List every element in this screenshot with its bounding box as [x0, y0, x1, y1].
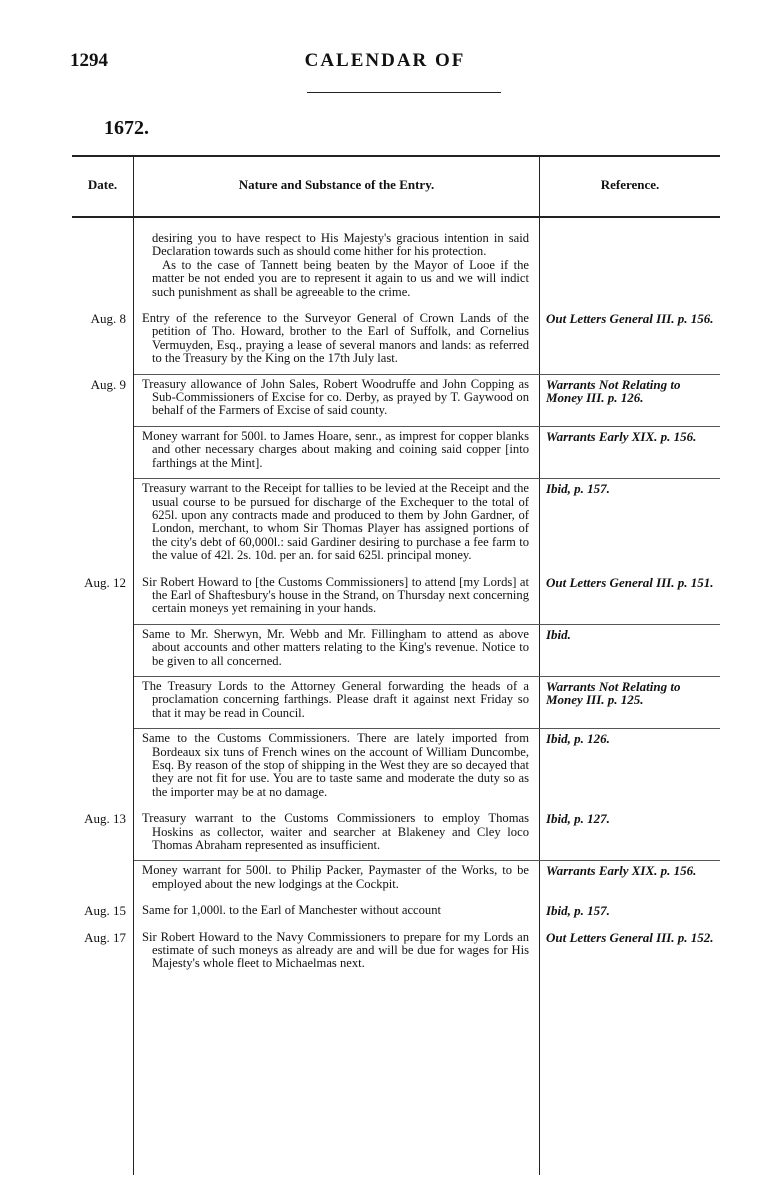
calendar-entry: [72, 309, 720, 370]
calendar-entry: [72, 809, 720, 856]
page-number: 1294: [70, 50, 108, 71]
entry-text: [133, 928, 538, 975]
column-header-reference: Reference.: [600, 177, 660, 192]
entry-paragraph: Money warrant for 500l. to James Hoare, senr., as imprest for copper blanks and other necessary charges about making and coining said copper [into farthings at the Mint].: [142, 428, 529, 470]
entry-date-text: Aug. 13: [84, 811, 126, 827]
entry-date-text: [72, 479, 126, 482]
entry-reference: Ibid, p. 127.: [546, 811, 610, 827]
entry-paragraph: Same to Mr. Sherwyn, Mr. Webb and Mr. Fillingham to attend as above about accounts and other matters relating to the King's revenue. Notice to be given to all concerned.: [142, 626, 529, 668]
entry-date-text: [72, 729, 126, 732]
calendar-entry: [72, 901, 720, 921]
entry-date: [72, 573, 133, 620]
entry-paragraph: Sir Robert Howard to [the Customs Commissioners] to attend [my Lords] at the Earl of Shaftesbury's house in the Strand, on Thursday next concerning certain moneys yet remaining in your hands.: [142, 574, 529, 616]
entry-text: [133, 427, 538, 474]
entry-date-text: Aug. 8: [90, 311, 126, 327]
year-heading: 1672.: [104, 117, 149, 139]
entry-date-text: [72, 861, 126, 864]
calendar-entry: [134, 728, 720, 803]
entry-paragraph: Same for 1,000l. to the Earl of Manchester without account: [142, 903, 442, 918]
entry-reference: Ibid.: [546, 626, 571, 642]
entry-text: [133, 901, 538, 921]
entry-date-text: [72, 677, 126, 680]
entry-paragraph: Treasury allowance of John Sales, Robert Woodruffe and John Copping as Sub-Commissioners of Excise for co. Derby, as prayed by T. Gaywood on behalf of the Farmers of Excise of said county.: [142, 376, 529, 418]
entry-date-text: Aug. 12: [84, 574, 126, 590]
entry-paragraph: Sir Robert Howard to the Navy Commissioners to prepare for my Lords an estimate of such moneys as already are and will be due for wages for His Majesty's whole fleet to Michaelmas next.: [142, 929, 529, 971]
calendar-entry: [90, 374, 720, 422]
entry-date: [72, 625, 133, 672]
entry-reference: Warrants Not Relating to Money III. p. 126.: [546, 376, 681, 406]
entry-paragraph: Entry of the reference to the Surveyor General of Crown Lands of the petition of Tho. Howard, brother to the Earl of Suffolk, and Cornelius Vermuyden, Esq., praying a lease of several manors and lands: as referred to the Treasury by the King on the 17th July last.: [142, 311, 529, 366]
entry-text: [133, 677, 538, 724]
entries-list: [72, 229, 720, 975]
table-top-rule: [72, 155, 720, 157]
entry-reference: Ibid, p. 157.: [546, 903, 610, 919]
entry-text: [133, 375, 538, 422]
entry-date: [72, 427, 133, 474]
entry-paragraph: Treasury warrant to the Customs Commissioners to employ Thomas Hoskins as collector, waiter and searcher at Blakeney and Cley loco Thomas Abraham represented as insufficient.: [142, 811, 529, 853]
entry-reference: Warrants Not Relating to Money III. p. 125.: [546, 678, 681, 708]
entry-date-text: [72, 229, 126, 232]
calendar-entry: [134, 676, 720, 724]
calendar-entry: [72, 573, 720, 620]
entry-text: [133, 809, 538, 856]
calendar-entry: [134, 426, 720, 474]
entry-reference: Out Letters General III. p. 151.: [546, 574, 714, 590]
entry-text: [133, 861, 538, 895]
entry-date-text: Aug. 15: [84, 903, 126, 919]
entry-date: [72, 479, 133, 566]
entry-date-text: [72, 427, 126, 430]
entry-date: [72, 901, 133, 921]
entry-paragraph: Treasury warrant to the Receipt for tallies to be levied at the Receipt and the usual course to be pursued for discharge of the Exchequer to the total of 625l. upon any contracts made and produced to them by John Gardner, of London, merchant, to whom Sir Thomas Player has assigned portions of the city's debt of 60,000l.: said Gardiner desiring to purchase a fee farm to the value of 42l. 2s. 10d. per an. for said 625l. principal money.: [142, 481, 529, 563]
calendar-entry: [134, 860, 720, 895]
entry-date-text: [72, 625, 126, 628]
entry-paragraph: The Treasury Lords to the Attorney General forwarding the heads of a proclamation concerning farthings. Please draft it against next Friday so that it may be read in Council.: [142, 678, 529, 720]
entry-paragraph: Same to the Customs Commissioners. There are lately imported from Bordeaux six tuns of French wines on the account of William Duncombe, Esq. By reason of the stop of shipping in the West they are so decayed that they are not fit for use. You are to taste same and moderate the duty so as the importer may be at no damage.: [142, 731, 529, 799]
entry-paragraph: Money warrant for 500l. to Philip Packer, Paymaster of the Works, to be employed about the new lodgings at the Cockpit.: [142, 863, 529, 891]
entry-text: [133, 309, 538, 370]
calendar-entry: [134, 478, 720, 566]
calendar-entry: [72, 928, 720, 975]
entry-reference: Out Letters General III. p. 156.: [546, 311, 714, 327]
running-title: CALENDAR OF: [304, 50, 466, 71]
entry-date: [72, 677, 133, 724]
entry-text: [133, 573, 538, 620]
entry-date: [72, 729, 133, 803]
calendar-entry: [134, 624, 720, 672]
entry-reference: Out Letters General III. p. 152.: [546, 929, 714, 945]
entry-text: [133, 229, 538, 303]
entry-date: [72, 309, 133, 370]
entry-text: [133, 625, 538, 672]
column-header-nature: Nature and Substance of the Entry.: [238, 177, 435, 192]
header-bottom-rule: [72, 216, 720, 218]
column-header-date: Date.: [87, 177, 118, 192]
entry-reference: Ibid, p. 157.: [546, 481, 610, 497]
entry-date-text: Aug. 9: [90, 376, 126, 392]
entry-date: [72, 809, 133, 856]
entry-reference: Warrants Early XIX. p. 156.: [546, 428, 697, 444]
entry-text: [133, 479, 538, 566]
entry-date: [72, 375, 133, 422]
entry-paragraph: desiring you to have respect to His Majesty's gracious intention in said Declaration towards such as should come hither for his protection.: [152, 231, 529, 259]
entry-date: [72, 229, 133, 303]
entry-text: [133, 729, 538, 803]
entry-reference: Ibid, p. 126.: [546, 731, 610, 747]
entry-date-text: Aug. 17: [84, 929, 126, 945]
entry-paragraph: As to the case of Tannett being beaten by the Mayor of Looe if the matter be not ended you are to represent it again to us and we will indict such punishment as shall be agreeable to the crime.: [152, 257, 529, 299]
calendar-entry: [72, 229, 720, 303]
entry-date: [72, 861, 133, 895]
entry-reference: [538, 229, 716, 303]
header-rule: [307, 92, 501, 93]
entry-date: [72, 928, 133, 975]
entry-reference: Warrants Early XIX. p. 156.: [546, 863, 697, 879]
